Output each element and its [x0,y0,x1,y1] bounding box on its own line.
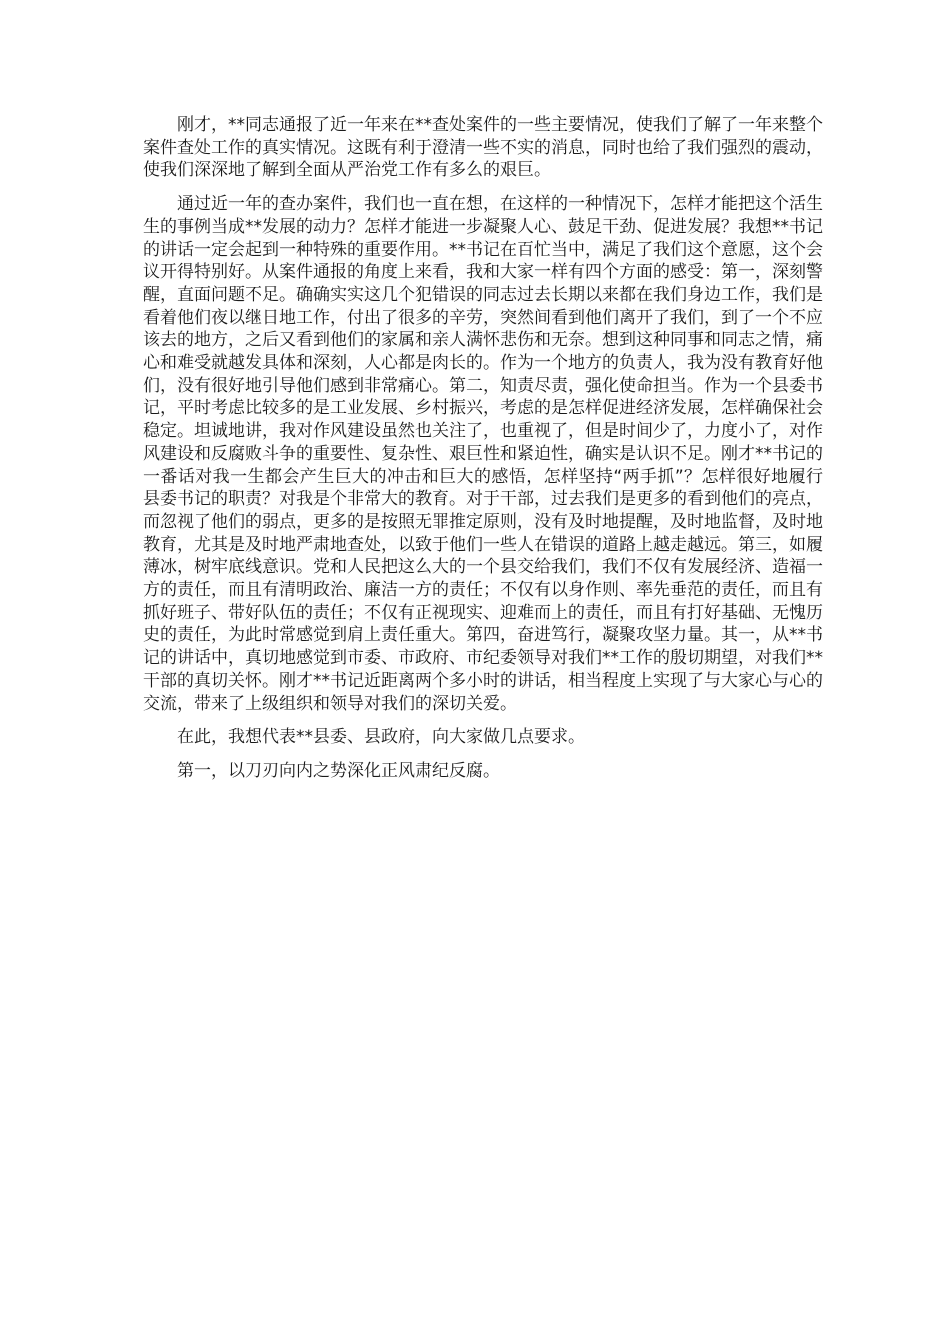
document-body [143,114,823,794]
paragraph-4: 第一，以刀刃向内之势深化正风肃纪反腐。 [177,760,500,781]
paragraph-3: 在此，我想代表**县委、县政府，向大家做几点要求。 [177,727,585,748]
paragraph-2: 通过近一年的查办案件，我们也一直在想，在这样的一种情况下，怎样才能把这个活生生的事例当成**发展的动力？怎样才能进一步凝聚人心、鼓足干劲、促进发展？我想**书记的讲话一定会起到一种特殊的重要作用。**书记在百忙当中，满足了我们这个意愿，这个会议开得特别好。从案件通报的角度上来看，我和大家一样有四个方面的感受：第一，深刻警醒，直面问题不足。确确实实这几个犯错误的同志过去长期以来都在我们身边工作，我们是看着他们夜以继日地工作，付出了很多的辛劳，突然间看到他们离开了我们，到了一个不应该去的地方，之后又看到他们的家属和亲人满怀悲伤和无奈。想到这种同事和同志之情，痛心和难受就越发具体和深刻，人心都是肉长的。作为一个地方的负责人，我为没有教育好他们，没有很好地引导他们感到非常痛心。第二，知责尽责，强化使命担当。作为一个县委书记，平时考虑比较多的是工业发展、乡村振兴，考虑的是怎样促进经济发展，怎样确保社会稳定。坦诚地讲，我对作风建设虽然也关注了，也重视了，但是时间少了，力度小了，对作风建设和反腐败斗争的重要性、复杂性、艰巨性和紧迫性，确实是认识不足。刚才**书记的一番话对我一生都会产生巨大的冲击和巨大的感悟，怎样坚持“两手抓”？怎样很好地履行县委书记的职责？对我是个非常大的教育。对于干部，过去我们是更多的看到他们的亮点，而忽视了他们的弱点，更多的是按照无罪推定原则，没有及时地提醒，及时地监督，及时地教育，尤其是及时地严肃地查处，以致于他们一些人在错误的道路上越走越远。第三，如履薄冰，树牢底线意识。党和人民把这么大的一个县交给我们，我们不仅有发展经济、造福一方的责任，而且有清明政治、廉洁一方的责任；不仅有以身作则、率先垂范的责任，而且有抓好班子、带好队伍的责任；不仅有正视现实、迎难而上的责任，而且有打好基础、无愧历史的责任，为此时常感觉到肩上责任重大。第四，奋进笃行，凝聚攻坚力量。其一，从**书记的讲话中，真切地感觉到市委、市政府、市纪委领导对我们**工作的殷切期望，对我们**干部的真切关怀。刚才**书记近距离两个多小时的讲话，相当程度上实现了与大家心与心的交流，带来了上级组织和领导对我们的深切关爱。 [143,194,823,714]
paragraph-1: 刚才，**同志通报了近一年来在**查处案件的一些主要情况，使我们了解了一年来整个案件查处工作的真实情况。这既有利于澄清一些不实的消息，同时也给了我们强烈的震动，使我们深深地了解到全面从严治党工作有多么的艰巨。 [143,115,823,181]
